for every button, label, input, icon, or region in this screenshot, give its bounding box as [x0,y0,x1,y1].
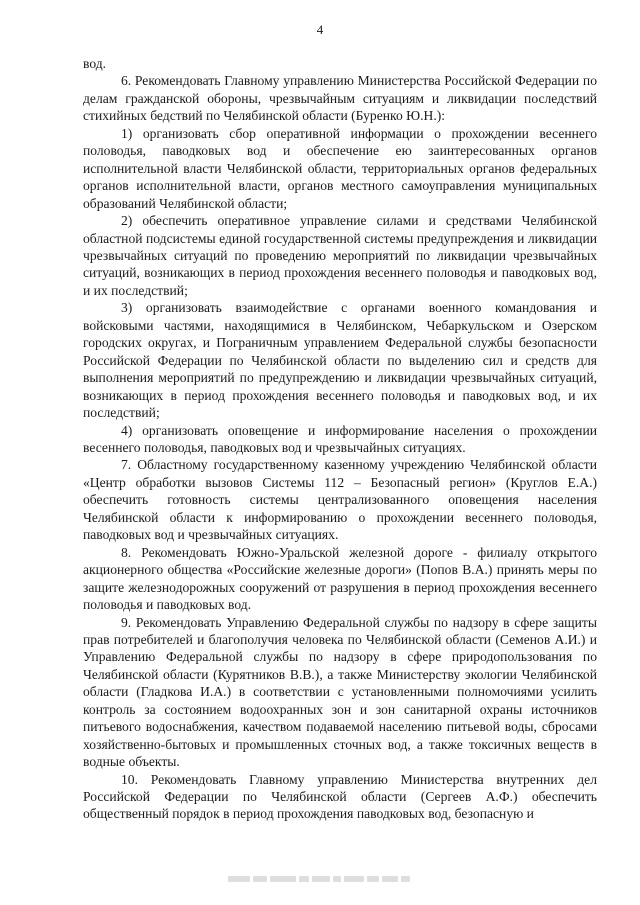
page-number: 4 [316,22,324,37]
paragraph-item-9: 9. Рекомендовать Управлению Федеральной службы по надзору в сфере защиты прав потребителей и благополучия человека по Челябинской области (Семенов А.И.) и Управлению Федеральной службы по надзору в сфере природопользования по Челябинской области (Курятников В.В.), а также Министерству экологии Челябинской области (Гладкова И.А.) в соответствии с установленными полномочиями усилить контроль за состоянием водоохранных зон и зон санитарной охраны источников питьевого водоснабжения, качеством подаваемой населению питьевой воды, сбросами хозяйственно-бытовых и промышленных сточных вод, а также токсичных веществ в водные объекты. [83,614,597,770]
paragraph-subitem-6-4: 4) организовать оповещение и информирование населения о прохождении весеннего половодья, паводковых вод и чрезвычайных ситуациях. [83,422,597,455]
paragraph-item-8: 8. Рекомендовать Южно-Уральской железной дороге - филиалу открытого акционерного общества «Российские железные дороги» (Попов В.А.) принять меры по защите железнодорожных сооружений от разрушения в период прохождения весеннего половодья и паводковых вод. [83,544,597,613]
paragraph-continuation: вод. [83,56,107,71]
paragraph-subitem-6-2: 2) обеспечить оперативное управление силами и средствами Челябинской областной подсистемы единой государственной системы предупреждения и ликвидации чрезвычайных ситуаций по проведению мероприятий по ликвидации чрезвычайных ситуаций, возникающих в период прохождения весеннего половодья и паводковых вод, и их последствий; [83,213,597,298]
paragraph-item-7: 7. Областному государственному казенному учреждению Челябинской области «Центр обработки вызовов Системы 112 – Безопасный регион» (Круглов Е.А.) обеспечить готовность системы централизованного оповещения населения Челябинской области к информированию о прохождении весеннего половодья, паводковых вод и чрезвычайных ситуациях. [83,457,597,543]
footer-registration-stamp [228,874,428,884]
paragraph-item-10: 10. Рекомендовать Главному управлению Министерства внутренних дел Российской Федерации по Челябинской области (Сергеев А.Ф.) обеспечить общественный порядок в период прохождения паводковых вод, безопасную и [83,771,597,822]
paragraph-item-6: 6. Рекомендовать Главному управлению Министерства Российской Федерации по делам гражданской обороны, чрезвычайным ситуациям и ликвидации последствий стихийных бедствий по Челябинской области (Буренко Ю.Н.): [83,73,597,124]
document-body [83,55,597,823]
paragraph-subitem-6-1: 1) организовать сбор оперативной информации о прохождении весеннего половодья, паводковых вод и обеспечение ею заинтересованных органов исполнительной власти Челябинской области, территориальных органов федеральных органов исполнительной власти, органов местного самоуправления муниципальных образований Челябинской области; [83,125,597,211]
paragraph-subitem-6-3: 3) организовать взаимодействие с органами военного командования и войсковыми частями, находящимися в Челябинском, Чебаркульском и Озерском городских округах, и Пограничным управлением Федеральной службы безопасности Российской Федерации по Челябинской области по выделению сил и средств для выполнения мероприятий по предупреждению и ликвидации чрезвычайных ситуаций, возникающих в период прохождения весеннего половодья и паводковых вод, и их последствий; [83,300,597,421]
